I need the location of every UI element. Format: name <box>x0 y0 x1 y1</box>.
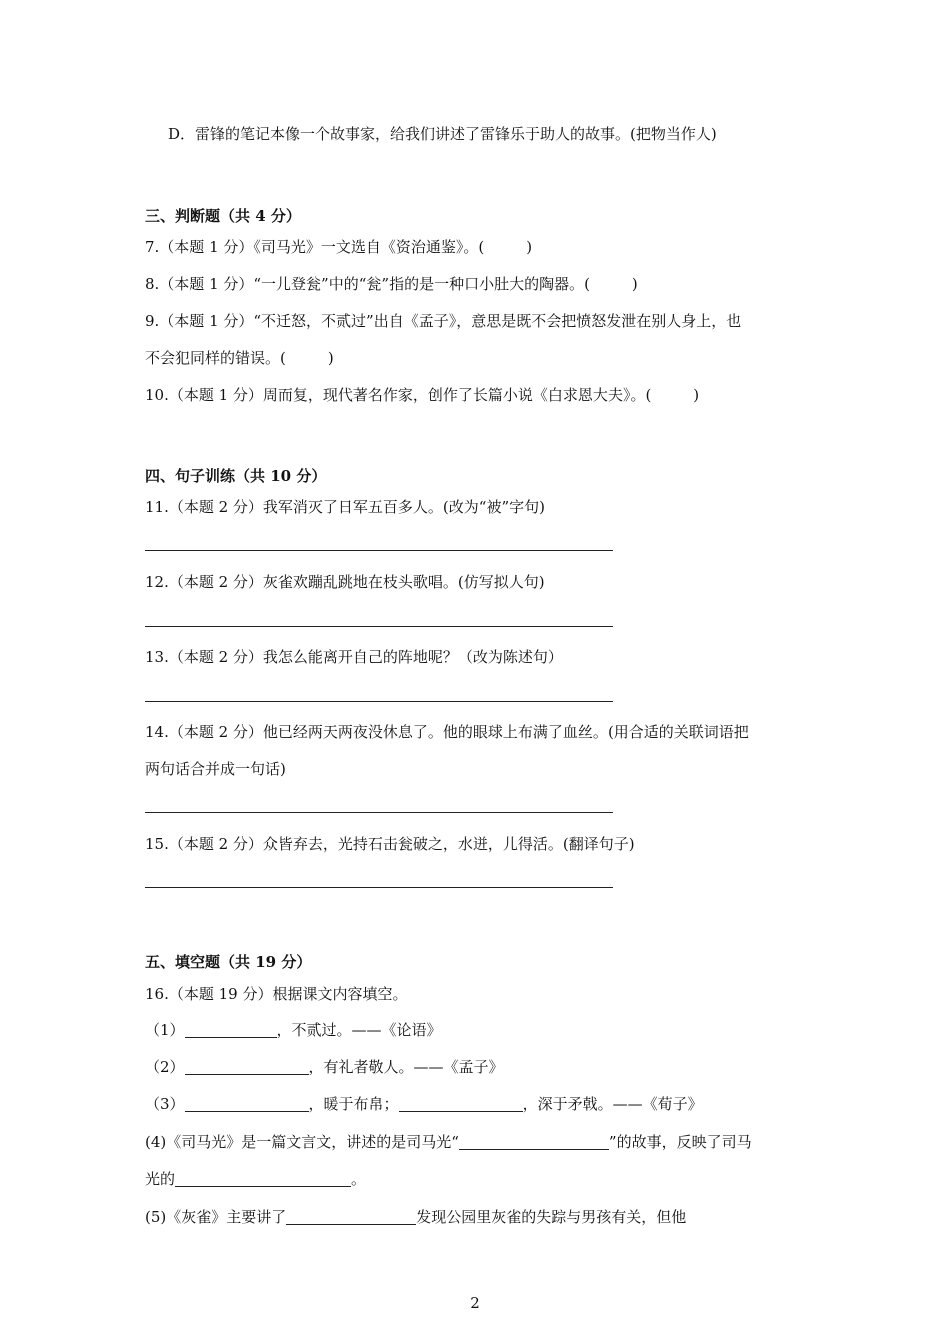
answer-line-13[interactable] <box>145 701 613 702</box>
fill-item-4-text-a: (4)《司马光》是一篇文言文，讲述的是司马光“ <box>145 1133 459 1151</box>
fill-blank-1[interactable] <box>185 1021 277 1038</box>
fill-item-3-mid: ，暖于布帛； <box>308 1095 399 1113</box>
fill-blank-4a[interactable] <box>459 1133 609 1150</box>
fill-blank-3a[interactable] <box>185 1095 309 1112</box>
question-10 <box>145 385 699 405</box>
question-13: 13.（本题 2 分）我怎么能离开自己的阵地呢？（改为陈述句） <box>145 648 563 666</box>
section-5-heading: 五、填空题（共 19 分） <box>145 953 312 971</box>
answer-line-15[interactable] <box>145 887 613 888</box>
fill-item-4-line-1 <box>145 1132 752 1152</box>
fill-item-2 <box>145 1057 504 1077</box>
question-10-text: 10.（本题 1 分）周而复，现代著名作家，创作了长篇小说《白求恩大夫》。( <box>145 386 652 404</box>
question-9-text: 不会犯同样的错误。( <box>145 349 286 367</box>
page-number: 2 <box>470 1294 480 1312</box>
question-7 <box>145 237 532 257</box>
paren-close: ) <box>327 349 334 367</box>
fill-blank-2[interactable] <box>185 1058 309 1075</box>
fill-item-1-label: （1） <box>145 1021 185 1039</box>
question-12: 12.（本题 2 分）灰雀欢蹦乱跳地在枝头歌唱。(仿写拟人句) <box>145 573 545 591</box>
question-15: 15.（本题 2 分）众皆弃去，光持石击瓮破之，水迸，儿得活。(翻译句子) <box>145 835 635 853</box>
question-9-line-1: 9.（本题 1 分）“不迁怒，不贰过”出自《孟子》，意思是既不会把愤怒发泄在别人身上，也 <box>145 312 742 330</box>
fill-item-4-text-d: 。 <box>351 1170 367 1188</box>
question-14-line-2: 两句话合并成一句话) <box>145 760 286 778</box>
answer-line-14[interactable] <box>145 812 613 813</box>
fill-blank-4b[interactable] <box>175 1170 351 1187</box>
fill-blank-3b[interactable] <box>399 1095 523 1112</box>
fill-item-2-label: （2） <box>145 1058 185 1076</box>
question-16: 16.（本题 19 分）根据课文内容填空。 <box>145 985 408 1003</box>
fill-item-5 <box>145 1207 686 1227</box>
fill-item-3-label: （3） <box>145 1095 185 1113</box>
paren-close: ) <box>693 386 700 404</box>
paren-close: ) <box>526 238 533 256</box>
fill-item-3-end: ，深于矛戟。——《荀子》 <box>522 1095 703 1113</box>
fill-item-4-text-b: ”的故事，反映了司马 <box>608 1133 752 1151</box>
fill-item-1-text: ，不贰过。——《论语》 <box>276 1021 442 1039</box>
question-7-text: 7.（本题 1 分）《司马光》一文选自《资治通鉴》。( <box>145 238 485 256</box>
fill-item-5-text-a: (5)《灰雀》主要讲了 <box>145 1208 287 1226</box>
question-9-line-2 <box>145 348 334 368</box>
fill-blank-5[interactable] <box>286 1208 416 1225</box>
paren-close: ) <box>631 275 638 293</box>
question-14-line-1: 14.（本题 2 分）他已经两天两夜没休息了。他的眼球上布满了血丝。(用合适的关联词语把 <box>145 723 749 741</box>
question-8 <box>145 274 638 294</box>
fill-item-4-text-c: 光的 <box>145 1170 176 1188</box>
fill-item-3 <box>145 1094 703 1114</box>
section-4-heading: 四、句子训练（共 10 分） <box>145 467 327 485</box>
fill-item-1 <box>145 1020 442 1040</box>
answer-line-11[interactable] <box>145 550 613 551</box>
option-d: D．雷锋的笔记本像一个故事家，给我们讲述了雷锋乐于助人的故事。(把物当作人) <box>168 125 717 143</box>
question-8-text: 8.（本题 1 分）“一儿登瓮”中的“瓮”指的是一种口小肚大的陶器。( <box>145 275 590 293</box>
section-3-heading: 三、判断题（共 4 分） <box>145 207 301 225</box>
question-11: 11.（本题 2 分）我军消灭了日军五百多人。(改为“被”字句) <box>145 498 545 516</box>
fill-item-5-text-b: 发现公园里灰雀的失踪与男孩有关，但他 <box>416 1208 687 1226</box>
answer-line-12[interactable] <box>145 626 613 627</box>
fill-item-4-line-2 <box>145 1169 366 1189</box>
fill-item-2-text: ，有礼者敬人。——《孟子》 <box>308 1058 504 1076</box>
